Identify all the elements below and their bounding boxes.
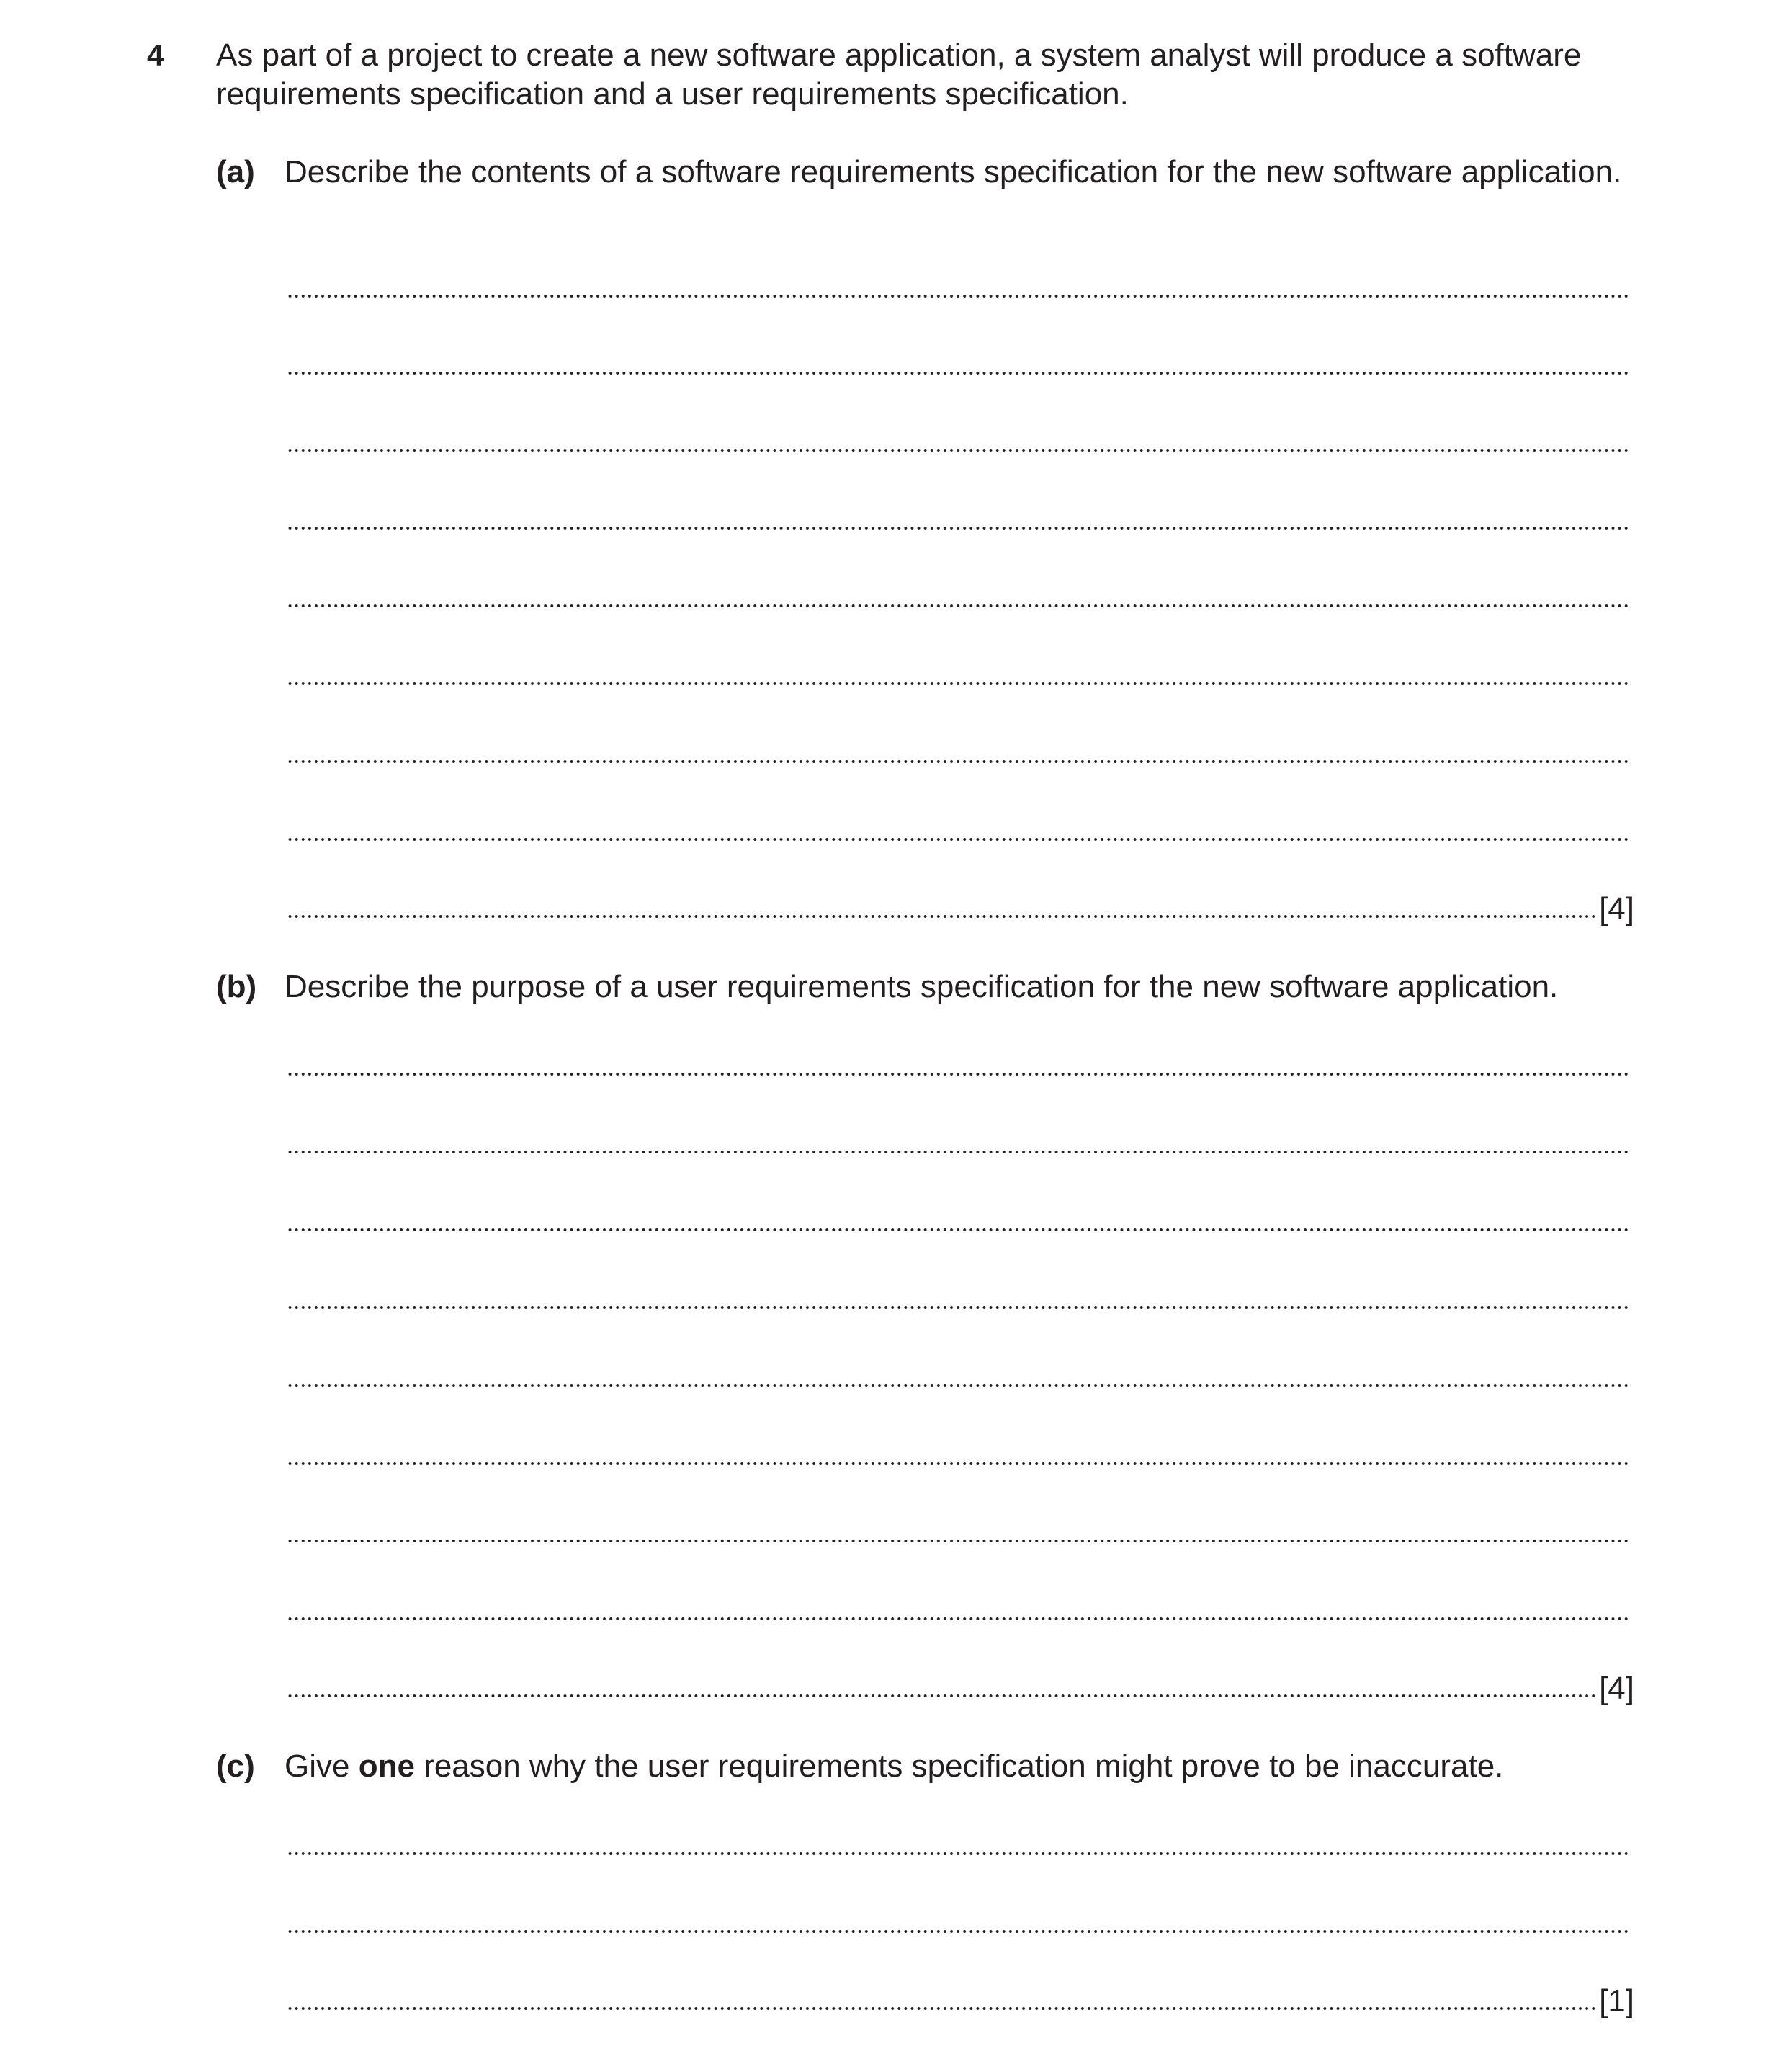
answer-line[interactable] (287, 837, 1631, 841)
answer-line[interactable] (287, 1383, 1631, 1388)
answer-line[interactable] (287, 1150, 1631, 1154)
question-number: 4 (147, 38, 164, 72)
answer-line[interactable] (287, 448, 1631, 452)
answer-line[interactable] (287, 914, 1595, 919)
part-a-marks: [4] (1599, 891, 1634, 926)
answer-line[interactable] (287, 294, 1631, 298)
part-c-prompt-emphasis: one (358, 1749, 415, 1784)
answer-line[interactable] (287, 759, 1631, 764)
part-c-prompt-end: reason why the user requirements specification might prove to be inaccurate. (414, 1749, 1504, 1784)
part-b-label: (b) (216, 969, 257, 1004)
answer-line[interactable] (287, 2006, 1595, 2011)
part-c-marks: [1] (1599, 1983, 1634, 2019)
part-a-label: (a) (216, 154, 255, 189)
answer-line[interactable] (287, 1072, 1631, 1076)
answer-line[interactable] (287, 371, 1631, 375)
part-b-marks: [4] (1599, 1671, 1634, 1706)
answer-line[interactable] (287, 1694, 1595, 1698)
answer-line[interactable] (287, 682, 1631, 686)
answer-line[interactable] (287, 1539, 1631, 1543)
answer-line[interactable] (287, 1228, 1631, 1232)
part-c-prompt (285, 1747, 1635, 1786)
answer-line[interactable] (287, 526, 1631, 530)
answer-line[interactable] (287, 1305, 1631, 1310)
part-c-label: (c) (216, 1749, 255, 1784)
part-c-prompt-start: Give (285, 1749, 359, 1784)
answer-line[interactable] (287, 1461, 1631, 1465)
answer-line[interactable] (287, 1929, 1631, 1934)
answer-line[interactable] (287, 1852, 1631, 1856)
part-a-prompt: Describe the contents of a software requirements specification for the new software application. (285, 154, 1622, 189)
answer-line[interactable] (287, 604, 1631, 608)
question-stem: As part of a project to create a new software application, a system analyst will produce a software requirements specification and a user requirements specification. (216, 37, 1582, 112)
answer-line[interactable] (287, 1617, 1631, 1621)
part-b-prompt: Describe the purpose of a user requirements specification for the new software application. (285, 969, 1559, 1004)
